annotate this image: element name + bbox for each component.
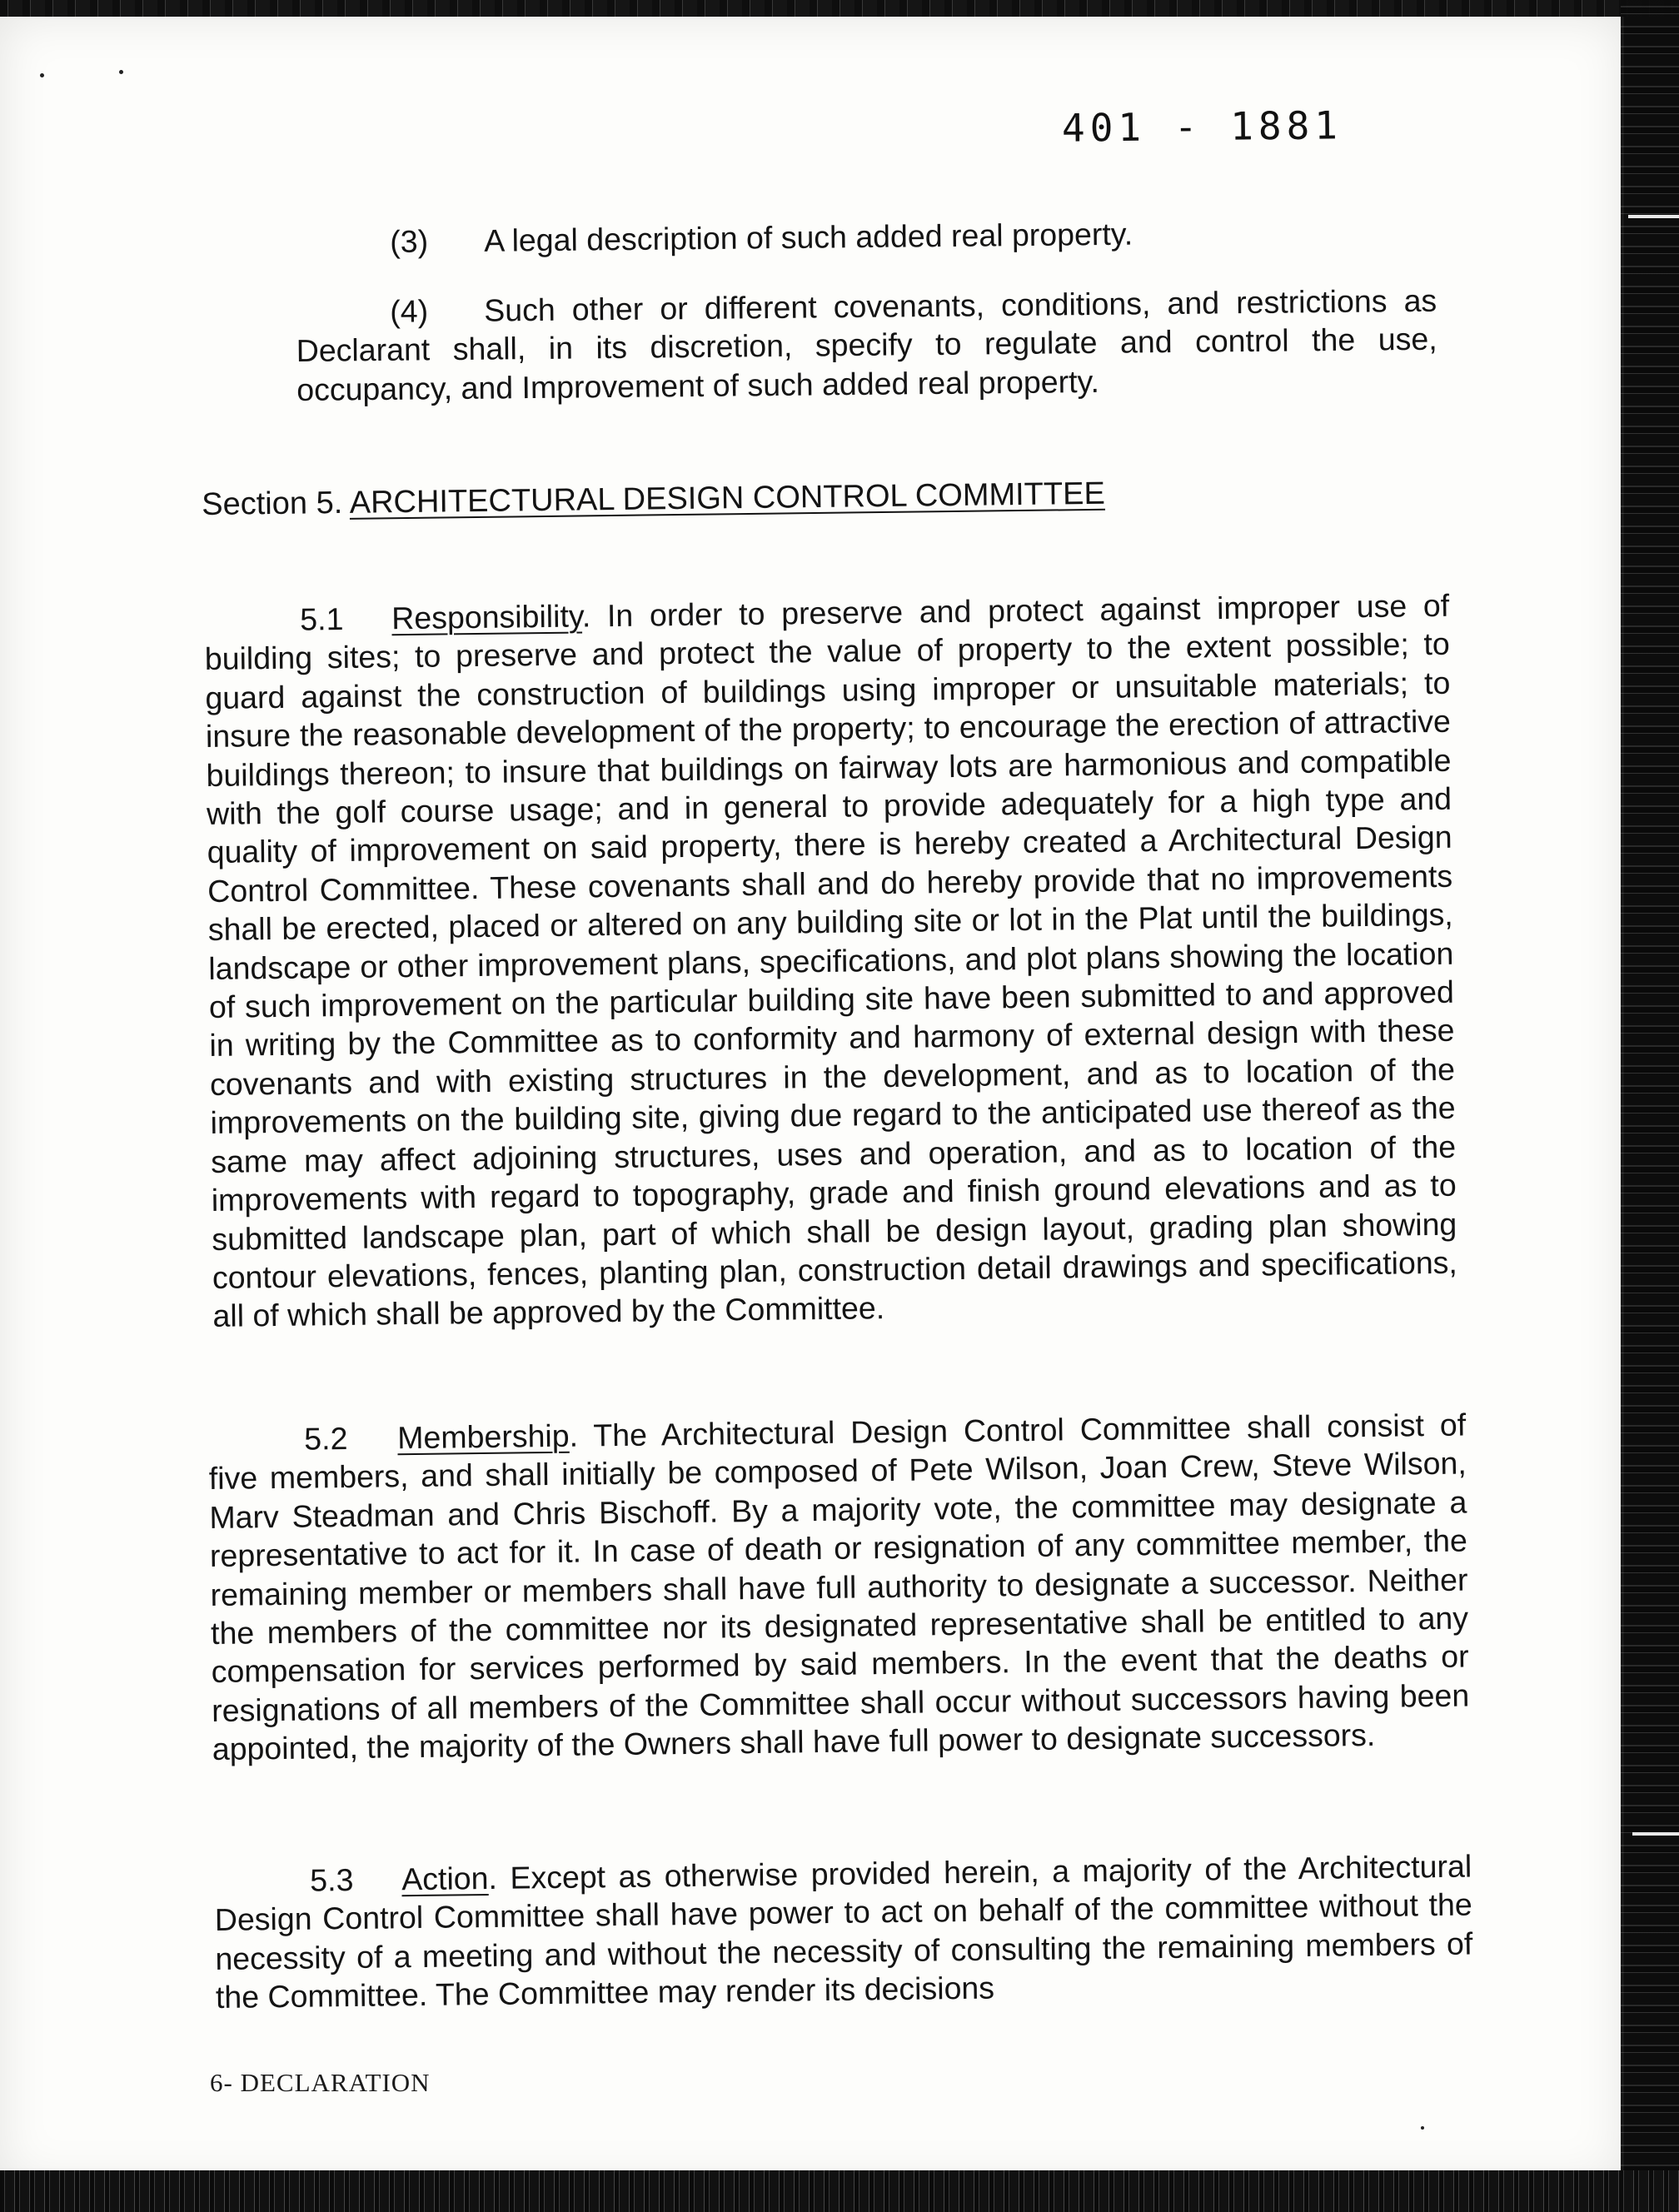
subsection-5-1 <box>204 586 1458 1336</box>
subsection-number: 5.3 <box>310 1861 354 1898</box>
section-title: ARCHITECTURAL DESIGN CONTROL COMMITTEE <box>349 476 1106 521</box>
paragraph-number: (3) <box>390 223 429 259</box>
paragraph-4 <box>296 281 1437 410</box>
subsection-text: . Except as otherwise provided herein, a majority of the Architectural Design Control Committee shall have power to act on behalf of the committee without the necessity of a meeting and without the necessity of consulting the remaining members of the Committee. The Committee may render its decisions <box>214 1848 1473 2015</box>
scan-speck <box>40 73 44 77</box>
subsection-heading: Membership <box>397 1417 570 1456</box>
scan-bottom-edge <box>0 2170 1679 2212</box>
subsection-heading: Action <box>401 1860 489 1897</box>
document-number: 401 - 1881 <box>1061 102 1343 151</box>
paragraph-text: Such other or different covenants, conditions, and restrictions as Declarant shall, in its discretion, specify to regulate and control the use, occupancy, and Improvement of such added real property. <box>296 282 1437 407</box>
subsection-text: . The Architectural Design Control Committee shall consist of five members, and shall initially be composed of Pete Wilson, Joan Crew, Steve Wilson, Marv Steadman and Chris Bischoff. By a majority vote, the committee may designate a representative to act for it. In case of death or resignation of any committee member, the remaining member or members shall have full authority to designate a successor. Neither the members of the committee nor its designated representative shall be entitled to any compensation for services performed by said members. In the event that the deaths or resignations of all members of the Committee shall occur without successors having been appointed, the majority of the Owners shall have full power to designate successors. <box>208 1407 1470 1767</box>
page-footer: 6- DECLARATION <box>210 2068 431 2097</box>
section-label: Section 5. <box>202 485 343 522</box>
scan-edge-mark <box>1632 1832 1679 1836</box>
subsection-text: . In order to preserve and protect against improper use of building sites; to preserve and protect the value of property to the extent possible; to guard against the construction of buildings using improper or unsuitable materials; to insure the reasonable development of the property; to encourage the erection of attractive buildings thereon; to insure that buildings on fairway lots are harmonious and compatible with the golf course usage; and in general to provide adequately for a high type and quality of improvement on said property, there is hereby created a Architectural Design Control Committee. These covenants shall and do hereby provide that no improvements shall be erected, placed or altered on any building site or lot in the Plat until the buildings, landscape or other improvement plans, specifications, and plot plans showing the location of such improvement on the particular building site have been submitted to and approved in writing by the Committee as to conformity and harmony of external design with these covenants and with existing structures in the development, and as to location of the improvements on the building site, giving due regard to the anticipated use thereof as the same may affect adjoining structures, uses and operation, and as to location of the improvements with regard to topography, grade and finish ground elevations and as to submitted landscape plan, part of which shall be design layout, grading plan showing contour elevations, fences, planting plan, construction detail drawings and specifications, all of which shall be approved by the Committee. <box>204 587 1458 1334</box>
subsection-number: 5.1 <box>300 600 344 637</box>
scan-right-edge <box>1621 0 1679 2212</box>
subsection-5-3 <box>214 1847 1473 2017</box>
paragraph-number: (4) <box>390 293 429 329</box>
subsection-heading: Responsibility <box>391 598 583 636</box>
scan-speck <box>1421 2126 1424 2130</box>
paragraph-text: A legal description of such added real property. <box>484 216 1133 258</box>
scan-speck <box>119 70 123 74</box>
subsection-5-2 <box>208 1406 1470 1769</box>
scan-edge-mark <box>1628 215 1679 218</box>
scan-top-edge <box>0 0 1679 17</box>
subsection-number: 5.2 <box>304 1420 348 1457</box>
